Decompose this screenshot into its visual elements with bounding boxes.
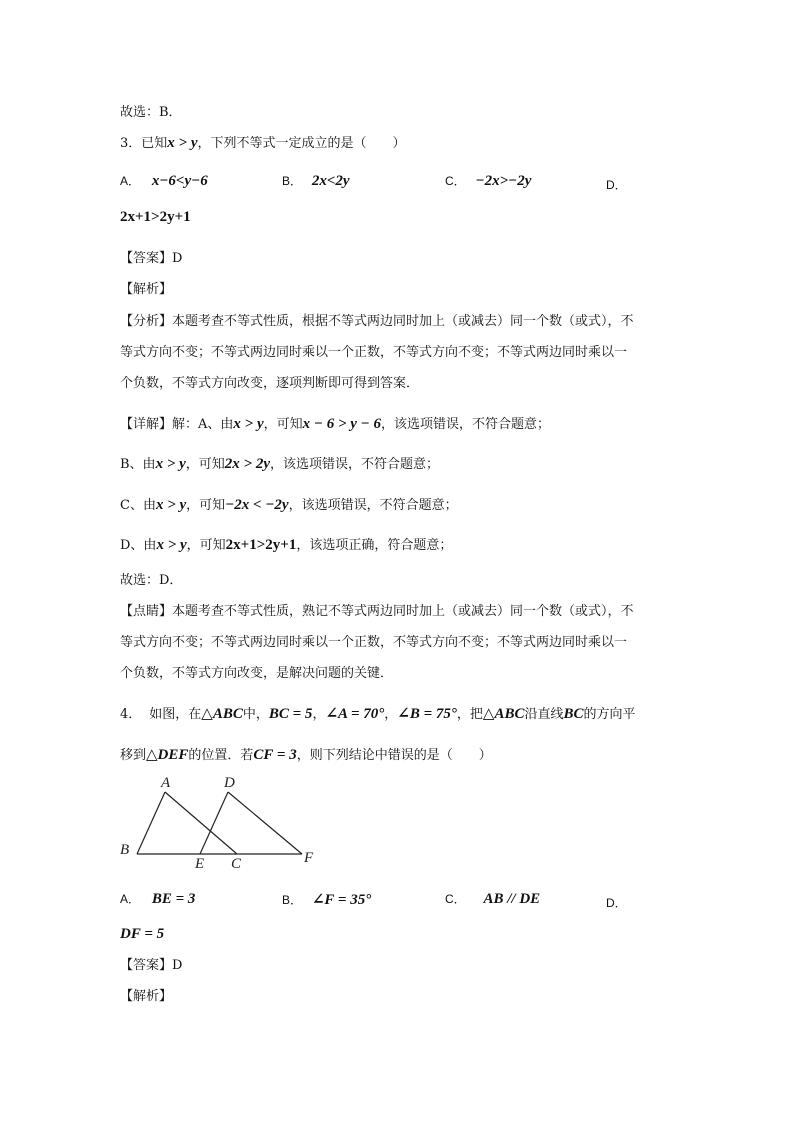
q4-number: 4．: [120, 707, 142, 722]
label-a: A: [161, 775, 171, 791]
q3-stem: 3．已知x > y，下列不等式一定成立的是（ ）: [120, 135, 406, 151]
q3-comment-line-1: 【点睛】本题考查不等式性质，熟记不等式两边同时加上（或减去）同一个数（或式），不: [120, 604, 634, 619]
previous-conclusion: 故选：B．: [120, 105, 182, 120]
segment-ac: [165, 792, 237, 854]
label-c: C: [231, 856, 242, 872]
q3-detail-a: 【详解】解：A、由x > y，可知x − 6 > y − 6，该选项错误，不符合题意；: [120, 416, 551, 432]
q3-answer: 【答案】D: [120, 251, 183, 266]
q3-analysis-line-1: 【分析】本题考查不等式性质，根据不等式两边同时加上（或减去）同一个数（或式），不: [120, 314, 634, 329]
q3-detail-b: B、由x > y，可知2x > 2y，该选项错误，不符合题意；: [120, 456, 440, 472]
q3-option-d-label: D．: [606, 178, 627, 192]
q4-stem-line-1: 4． 如图，在△ABC中，BC = 5，∠A = 70°，∠B = 75°，把△ABC沿直线BC的方向平: [120, 706, 636, 722]
q4-option-a: A． BE = 3: [120, 891, 196, 907]
q4-option-d-label: D．: [606, 896, 627, 910]
q3-condition: x > y: [167, 135, 198, 151]
segment-df: [228, 792, 302, 854]
label-e: E: [195, 856, 205, 872]
segment-de: [200, 792, 228, 854]
label-f: F: [304, 850, 314, 866]
segment-ab: [137, 792, 165, 854]
q4-answer: 【答案】D: [120, 958, 183, 973]
label-d: D: [224, 775, 235, 791]
q3-option-d-expr: 2x+1>2y+1: [120, 209, 191, 225]
q3-option-a: A． x−6<y−6: [120, 173, 208, 189]
q3-detail-d: D、由x > y，可知2x+1>2y+1，该选项正确，符合题意；: [120, 537, 453, 553]
translation-figure: [112, 772, 322, 872]
q3-analysis-line-3: 个负数，不等式方向改变，逐项判断即可得到答案．: [120, 376, 420, 391]
q3-comment-line-3: 个负数，不等式方向改变，是解决问题的关键．: [120, 666, 394, 681]
q4-option-b: B． ∠F = 35°: [282, 892, 372, 908]
label-b: B: [120, 842, 130, 858]
q3-option-c: C． −2x>−2y: [445, 173, 532, 189]
q3-conclusion: 故选：D．: [120, 573, 183, 588]
q3-detail-c: C、由x > y，可知−2x < −2y，该选项错误，不符合题意；: [120, 497, 458, 513]
q3-analysis-line-2: 等式方向不变；不等式两边同时乘以一个正数，不等式方向不变；不等式两边同时乘以一: [120, 345, 628, 360]
q4-option-d-expr: DF = 5: [120, 926, 165, 942]
q3-option-b: B． 2x<2y: [282, 173, 350, 189]
q4-option-c: C． AB // DE: [445, 891, 541, 907]
q3-analysis-title: 【解析】: [120, 282, 173, 297]
q4-stem-line-2: 移到△DEF的位置．若CF = 3，则下列结论中错误的是（ ）: [120, 747, 492, 763]
q3-number: 3．: [120, 136, 142, 151]
q3-comment-line-2: 等式方向不变；不等式两边同时乘以一个正数，不等式方向不变；不等式两边同时乘以一: [120, 635, 628, 650]
q4-analysis-title: 【解析】: [120, 989, 173, 1004]
